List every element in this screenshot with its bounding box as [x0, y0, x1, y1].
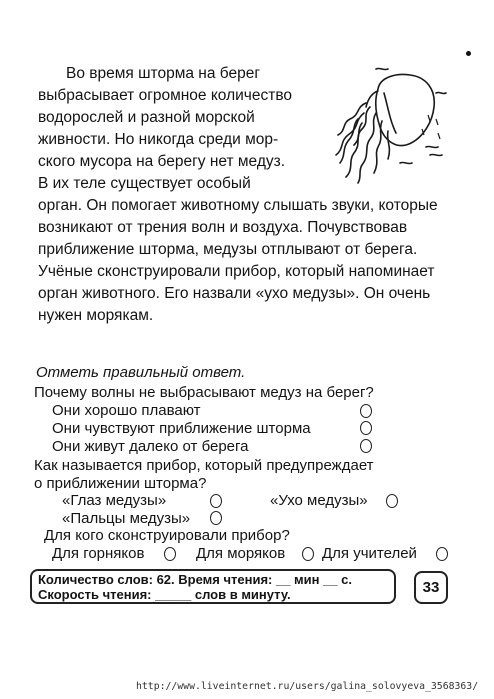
margin-dot: [466, 51, 471, 56]
story-line: Во время шторма на берег: [66, 65, 260, 82]
q3-option-label: Для учителей: [322, 545, 417, 562]
story-line: орган животного. Его назвали «ухо медузы». Он очень: [38, 285, 431, 302]
q3-option-1-checkbox[interactable]: [164, 547, 176, 561]
q1-option-label: Они чувствуют приближение шторма: [52, 420, 311, 437]
page-number: 33: [414, 571, 448, 604]
q2-option-label: «Ухо медузы»: [270, 492, 368, 509]
story-line: В их теле существует особый: [38, 175, 251, 192]
question-1: Почему волны не выбрасывают медуз на берег?: [34, 384, 374, 401]
story-line: приближение шторма, медузы отплывают от берега.: [38, 241, 418, 258]
q2-option-2-checkbox[interactable]: [386, 494, 398, 508]
story-line: водорослей и разной морской: [38, 109, 255, 126]
q3-option-label: Для горняков: [52, 545, 145, 562]
q3-option-2-checkbox[interactable]: [302, 547, 314, 561]
source-url: http://www.liveinternet.ru/users/galina_solovyeva_3568363/: [136, 681, 479, 692]
q2-option-3-checkbox[interactable]: [210, 511, 222, 525]
q2-option-1-checkbox[interactable]: [210, 494, 222, 508]
story-line: Учёные сконструировали прибор, который напоминает: [38, 263, 435, 280]
word-count-line: Количество слов: 62. Время чтения: __ мин __ с.: [38, 572, 353, 587]
q1-option-label: Они живут далеко от берега: [52, 438, 249, 455]
question-2-line-2: о приближении шторма?: [34, 475, 207, 492]
story-line: выбрасывает огромное количество: [38, 87, 293, 104]
q2-option-label: «Глаз медузы»: [62, 492, 167, 509]
story-line: живности. Но никогда среди мор-: [38, 131, 279, 148]
question-2-line-1: Как называется прибор, который предупреждает: [34, 457, 374, 474]
question-3: Для кого сконструировали прибор?: [44, 527, 290, 544]
story-line: ского мусора на берегу нет медуз.: [38, 153, 286, 170]
story-line: возникают от трения волн и воздуха. Почувствовав: [38, 219, 408, 236]
q1-option-3-checkbox[interactable]: [360, 439, 372, 453]
task-instruction: Отметь правильный ответ.: [36, 364, 246, 381]
q3-option-label: Для моряков: [196, 545, 286, 562]
q1-option-1-checkbox[interactable]: [360, 404, 372, 418]
jellyfish-illustration: [318, 63, 450, 189]
q3-option-3-checkbox[interactable]: [436, 547, 448, 561]
jellyfish-icon: [318, 63, 450, 189]
q2-option-label: «Пальцы медузы»: [62, 510, 191, 527]
reading-stats-box: [30, 569, 396, 604]
story-line: орган. Он помогает животному слышать звуки, которые: [38, 197, 438, 214]
story-line: нужен морякам.: [38, 307, 154, 324]
q1-option-label: Они хорошо плавают: [52, 402, 201, 419]
q1-option-2-checkbox[interactable]: [360, 421, 372, 435]
reading-speed-line: Скорость чтения: _____ слов в минуту.: [38, 587, 291, 602]
